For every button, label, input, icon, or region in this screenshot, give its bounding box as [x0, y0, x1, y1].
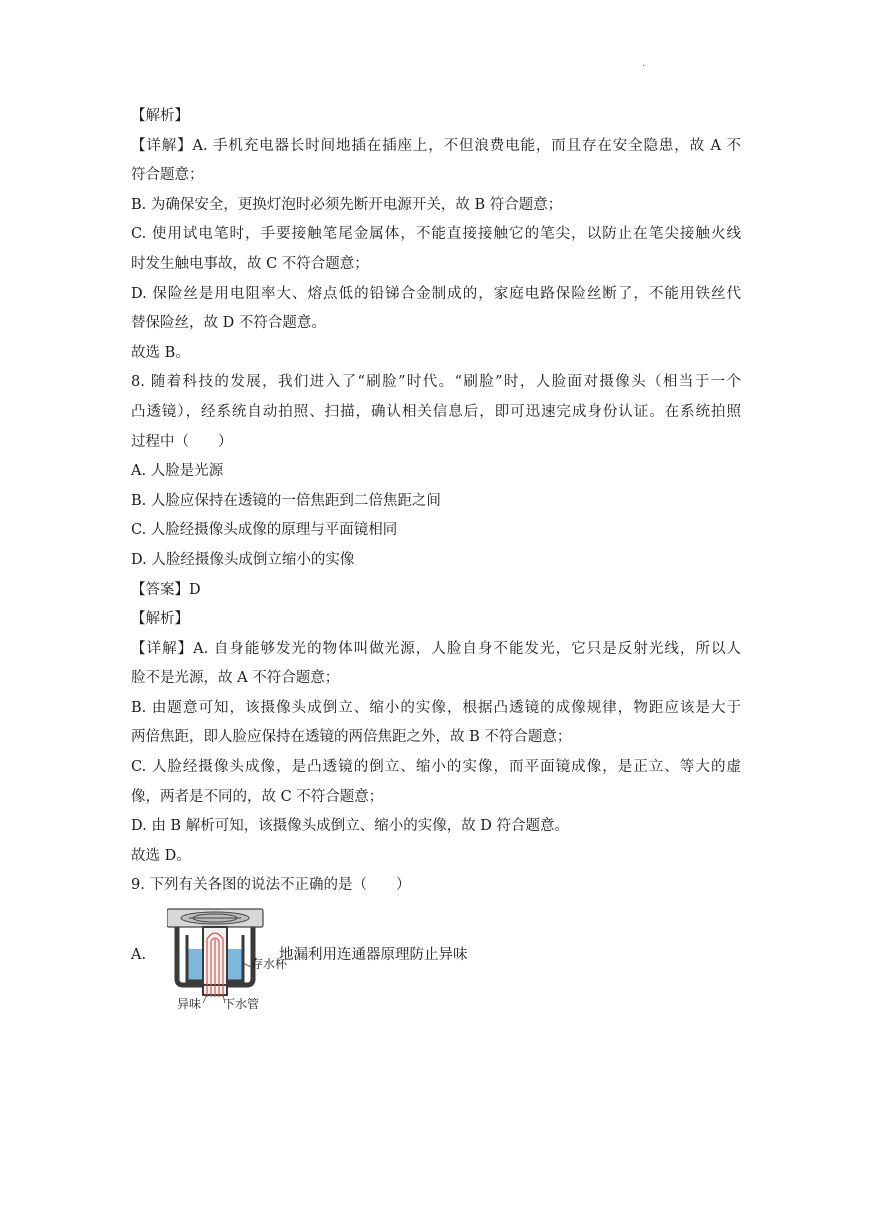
text-line: 两倍焦距，即人脸应保持在透镜的两倍焦距之外，故 B 不符合题意；	[131, 729, 572, 746]
text-line: 【答案】D	[131, 581, 201, 598]
text-line: 【解析】	[131, 108, 189, 124]
question-9-option-a	[131, 905, 741, 1011]
text-line: B. 人脸应保持在透镜的一倍焦距到二倍焦距之间	[131, 492, 441, 509]
text-line: 【详解】A. 手机充电器长时间地插在插座上，不但浪费电能，而且存在安全隐患，故 A 不	[131, 137, 741, 154]
text-lines	[131, 102, 741, 901]
text-line: 凸透镜），经系统自动拍照、扫描，确认相关信息后，即可迅速完成身份认证。在系统拍照	[131, 403, 741, 420]
text-line: 8. 随着科技的发展，我们进入了“刷脸”时代。“刷脸”时，人脸面对摄像头（相当于一个	[131, 374, 741, 391]
text-line: 时发生触电事故，故 C 不符合题意；	[131, 255, 369, 272]
text-line: 9. 下列有关各图的说法不正确的是（ ）	[131, 877, 411, 894]
text-line: D. 人脸经摄像头成倒立缩小的实像	[131, 551, 355, 568]
cup-label: 存水杯	[251, 957, 288, 972]
text-line: 替保险丝，故 D 不符合题意。	[131, 315, 326, 332]
text-line: B. 由题意可知，该摄像头成倒立、缩小的实像，根据凸透镜的成像规律，物距应该是大于	[131, 699, 741, 716]
text-line: C. 使用试电笔时，手要接触笔尾金属体，不能直接接触它的笔尖，以防止在笔尖接触火线	[131, 226, 741, 243]
text-line: C. 人脸经摄像头成像的原理与平面镜相同	[131, 522, 398, 539]
text-line: 符合题意；	[131, 167, 204, 184]
smell-label: 异味	[177, 997, 202, 1012]
page-corner-mark: .	[642, 58, 646, 69]
text-line: D. 由 B 解析可知，该摄像头成倒立、缩小的实像，故 D 符合题意。	[131, 818, 570, 835]
smell-leader-line	[203, 995, 207, 1003]
text-line: 像，两者是不同的，故 C 不符合题意；	[131, 788, 384, 805]
text-line: 故选 D。	[131, 847, 191, 864]
text-line: 【解析】	[131, 611, 189, 628]
text-line: C. 人脸经摄像头成像，是凸透镜的倒立、缩小的实像，而平面镜成像，是正立、等大的虚	[131, 759, 741, 776]
text-line: 过程中（ ）	[131, 433, 233, 450]
document-body	[131, 102, 741, 1011]
text-line: D. 保险丝是用电阻率大、熔点低的铅锑合金制成的，家庭电路保险丝断了，不能用铁丝代	[131, 285, 741, 302]
option-a-text: 地漏利用连通器原理防止异味	[279, 947, 468, 964]
option-a-letter: A.	[131, 947, 147, 964]
text-line: 故选 B。	[131, 344, 190, 361]
text-line: B. 为确保安全，更换灯泡时必须先断开电源开关，故 B 符合题意；	[131, 196, 563, 213]
text-line: 脸不是光源，故 A 不符合题意；	[131, 670, 340, 687]
pipe-label: 下水管	[223, 997, 260, 1012]
text-line: A. 人脸是光源	[131, 463, 224, 480]
text-line: 【详解】A. 自身能够发光的物体叫做光源，人脸自身不能发光，它只是反射光线，所以人	[131, 640, 741, 657]
